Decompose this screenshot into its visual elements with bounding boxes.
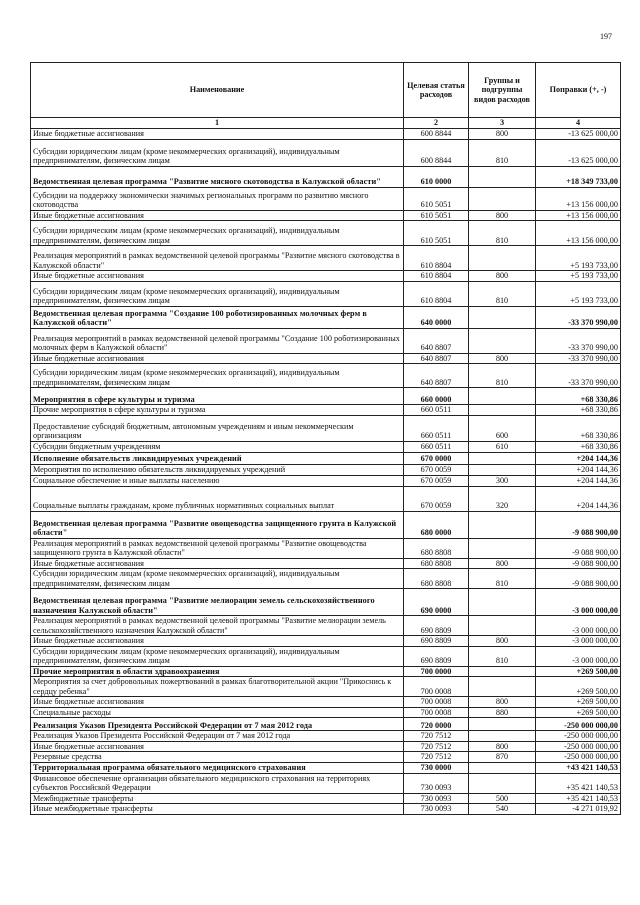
row-name: Социальные выплаты гражданам, кроме публичных нормативных социальных выплат (31, 486, 404, 511)
row-name: Мероприятия по исполнению обязательств ликвидируемых учреждений (31, 464, 404, 475)
row-expense-group: 600 (469, 415, 536, 441)
row-name: Реализация мероприятий в рамках ведомственной целевой программы "Развитие мелиорации земель сельскохозяйственного назначения Калужской области" (31, 616, 404, 636)
row-amendment: +13 156 000,00 (536, 187, 621, 210)
section-row (31, 666, 621, 677)
row-expense-group (469, 511, 536, 538)
row-target-article: 610 5051 (404, 210, 469, 221)
row-amendment: -250 000 000,00 (536, 718, 621, 731)
row-target-article: 700 0000 (404, 666, 469, 677)
table-body (31, 128, 621, 814)
row-amendment: +18 349 733,00 (536, 166, 621, 187)
row-target-article: 700 0008 (404, 707, 469, 718)
row-target-article: 660 0511 (404, 441, 469, 452)
row-target-article: 690 8809 (404, 616, 469, 636)
row-expense-group: 810 (469, 569, 536, 589)
row-target-article: 730 0093 (404, 793, 469, 804)
row-name: Социальное обеспечение и иные выплаты населению (31, 475, 404, 486)
row-expense-group (469, 718, 536, 731)
table-row (31, 139, 621, 166)
row-amendment: +204 144,36 (536, 464, 621, 475)
table-row (31, 405, 621, 416)
row-expense-group: 800 (469, 636, 536, 647)
row-amendment: -9 088 900,00 (536, 511, 621, 538)
row-name: Ведомственная целевая программа "Развитие мелиорации земель сельскохозяйственного назначения Калужской области" (31, 589, 404, 616)
row-expense-group: 500 (469, 793, 536, 804)
row-name: Субсидии юридическим лицам (кроме некоммерческих организаций), индивидуальным предпринимателям, физическим лицам (31, 364, 404, 388)
table-row (31, 793, 621, 804)
row-name: Иные бюджетные ассигнования (31, 741, 404, 752)
row-name: Ведомственная целевая программа "Развитие овощеводства защищенного грунта в Калужской области" (31, 511, 404, 538)
table-row (31, 707, 621, 718)
row-amendment: -250 000 000,00 (536, 752, 621, 763)
table-row (31, 353, 621, 364)
section-row (31, 388, 621, 405)
table-row (31, 364, 621, 388)
table-row (31, 441, 621, 452)
row-target-article: 680 8808 (404, 538, 469, 558)
row-name: Реализация Указов Президента Российской Федерации от 7 мая 2012 года (31, 731, 404, 742)
row-name: Иные бюджетные ассигнования (31, 271, 404, 282)
row-expense-group (469, 388, 536, 405)
row-expense-group (469, 762, 536, 773)
row-amendment: -9 088 900,00 (536, 538, 621, 558)
row-expense-group (469, 589, 536, 616)
row-target-article: 640 8807 (404, 353, 469, 364)
row-name: Субсидии бюджетным учреждениям (31, 441, 404, 452)
row-target-article: 660 0511 (404, 405, 469, 416)
section-row (31, 589, 621, 616)
row-target-article: 660 0511 (404, 415, 469, 441)
section-row (31, 718, 621, 731)
row-expense-group: 800 (469, 271, 536, 282)
row-target-article: 690 8809 (404, 636, 469, 647)
row-name: Субсидии юридическим лицам (кроме некоммерческих организаций), индивидуальным предпринимателям, физическим лицам (31, 569, 404, 589)
row-amendment: -4 271 019,92 (536, 804, 621, 815)
row-target-article: 670 0059 (404, 464, 469, 475)
row-expense-group: 870 (469, 752, 536, 763)
row-amendment: +204 144,36 (536, 486, 621, 511)
row-target-article: 670 0059 (404, 475, 469, 486)
row-target-article: 610 8804 (404, 246, 469, 271)
row-expense-group (469, 773, 536, 793)
row-amendment: -33 370 990,00 (536, 364, 621, 388)
row-amendment: +35 421 140,53 (536, 773, 621, 793)
table-row (31, 221, 621, 246)
row-expense-group: 810 (469, 281, 536, 306)
row-expense-group (469, 616, 536, 636)
row-amendment: +68 330,86 (536, 388, 621, 405)
row-amendment: -3 000 000,00 (536, 616, 621, 636)
table-row (31, 646, 621, 666)
table-row (31, 773, 621, 793)
table-row (31, 558, 621, 569)
row-expense-group: 540 (469, 804, 536, 815)
section-row (31, 452, 621, 464)
row-target-article: 600 8844 (404, 128, 469, 139)
row-target-article: 670 0059 (404, 486, 469, 511)
table-row (31, 210, 621, 221)
row-amendment: +204 144,36 (536, 475, 621, 486)
table-row (31, 281, 621, 306)
table-row (31, 677, 621, 697)
table-row (31, 328, 621, 353)
row-amendment: +269 500,00 (536, 697, 621, 708)
row-target-article: 610 5051 (404, 187, 469, 210)
row-expense-group: 800 (469, 128, 536, 139)
row-expense-group (469, 666, 536, 677)
row-expense-group: 810 (469, 139, 536, 166)
budget-amendments-table (30, 62, 621, 815)
row-amendment: +269 500,00 (536, 677, 621, 697)
row-name: Иные бюджетные ассигнования (31, 128, 404, 139)
column-number-row (31, 118, 621, 129)
row-name: Мероприятия в сфере культуры и туризма (31, 388, 404, 405)
row-target-article: 610 5051 (404, 221, 469, 246)
row-target-article: 680 0000 (404, 511, 469, 538)
row-target-article: 730 0093 (404, 804, 469, 815)
row-target-article: 660 0000 (404, 388, 469, 405)
row-name: Территориальная программа обязательного медицинского страхования (31, 762, 404, 773)
section-row (31, 511, 621, 538)
row-amendment: -33 370 990,00 (536, 328, 621, 353)
row-target-article: 720 7512 (404, 731, 469, 742)
header-amendments: Поправки (+, -) (536, 63, 621, 118)
row-expense-group: 800 (469, 210, 536, 221)
row-amendment: +43 421 140,53 (536, 762, 621, 773)
table-row (31, 538, 621, 558)
row-amendment: +269 500,00 (536, 707, 621, 718)
header-name: Наименование (31, 63, 404, 118)
row-name: Предоставление субсидий бюджетным, автономным учреждениям и иным некоммерческим организациям (31, 415, 404, 441)
row-name: Резервные средства (31, 752, 404, 763)
row-target-article: 640 0000 (404, 306, 469, 328)
table-row (31, 752, 621, 763)
row-expense-group: 810 (469, 221, 536, 246)
row-expense-group (469, 731, 536, 742)
section-row (31, 306, 621, 328)
table-row (31, 475, 621, 486)
row-name: Прочие мероприятия в сфере культуры и туризма (31, 405, 404, 416)
row-name: Субсидии юридическим лицам (кроме некоммерческих организаций), индивидуальным предпринимателям, физическим лицам (31, 221, 404, 246)
row-name: Субсидии юридическим лицам (кроме некоммерческих организаций), индивидуальным предпринимателям, физическим лицам (31, 281, 404, 306)
row-target-article: 690 8809 (404, 646, 469, 666)
header-target-article: Целевая статья расходов (404, 63, 469, 118)
table-row (31, 697, 621, 708)
row-name: Реализация мероприятий в рамках ведомственной целевой программы "Создание 100 роботизированных молочных ферм в Калужской области" (31, 328, 404, 353)
row-target-article: 610 8804 (404, 271, 469, 282)
row-name: Исполнение обязательств ликвидируемых учреждений (31, 452, 404, 464)
row-amendment: -3 000 000,00 (536, 589, 621, 616)
row-amendment: +13 156 000,00 (536, 210, 621, 221)
row-name: Ведомственная целевая программа "Развитие мясного скотоводства в Калужской области" (31, 166, 404, 187)
table-row (31, 804, 621, 815)
row-name: Иные бюджетные ассигнования (31, 353, 404, 364)
row-target-article: 730 0093 (404, 773, 469, 793)
row-target-article: 690 0000 (404, 589, 469, 616)
row-amendment: +35 421 140,53 (536, 793, 621, 804)
table-row (31, 464, 621, 475)
table-row (31, 731, 621, 742)
row-amendment: +68 330,86 (536, 441, 621, 452)
row-name: Специальные расходы (31, 707, 404, 718)
row-name: Иные бюджетные ассигнования (31, 697, 404, 708)
row-amendment: -9 088 900,00 (536, 558, 621, 569)
column-number: 3 (469, 118, 536, 129)
table-row (31, 128, 621, 139)
row-name: Иные бюджетные ассигнования (31, 636, 404, 647)
column-number: 4 (536, 118, 621, 129)
row-name: Межбюджетные трансферты (31, 793, 404, 804)
row-target-article: 720 7512 (404, 752, 469, 763)
row-expense-group: 610 (469, 441, 536, 452)
row-name: Финансовое обеспечение организации обязательного медицинского страхования на территориях субъектов Российской Федерации (31, 773, 404, 793)
row-name: Прочие мероприятия в области здравоохранения (31, 666, 404, 677)
row-target-article: 670 0000 (404, 452, 469, 464)
row-name: Реализация мероприятий в рамках ведомственной целевой программы "Развитие овощеводства защищенного грунта в Калужской области" (31, 538, 404, 558)
row-expense-group: 800 (469, 353, 536, 364)
table-row (31, 246, 621, 271)
table-row (31, 616, 621, 636)
row-expense-group (469, 677, 536, 697)
row-expense-group: 800 (469, 741, 536, 752)
row-expense-group: 810 (469, 646, 536, 666)
row-name: Иные межбюджетные трансферты (31, 804, 404, 815)
row-target-article: 680 8808 (404, 558, 469, 569)
row-amendment: -13 625 000,00 (536, 139, 621, 166)
row-expense-group (469, 452, 536, 464)
row-name: Субсидии на поддержку экономически значимых региональных программ по развитию мясного скотоводства (31, 187, 404, 210)
row-target-article: 700 0008 (404, 697, 469, 708)
row-target-article: 720 7512 (404, 741, 469, 752)
row-expense-group (469, 306, 536, 328)
table-row (31, 636, 621, 647)
row-expense-group: 810 (469, 364, 536, 388)
row-name: Реализация Указов Президента Российской Федерации от 7 мая 2012 года (31, 718, 404, 731)
row-amendment: -33 370 990,00 (536, 353, 621, 364)
table-row (31, 741, 621, 752)
row-name: Иные бюджетные ассигнования (31, 558, 404, 569)
row-expense-group (469, 328, 536, 353)
row-name: Субсидии юридическим лицам (кроме некоммерческих организаций), индивидуальным предпринимателям, физическим лицам (31, 139, 404, 166)
row-expense-group (469, 405, 536, 416)
row-expense-group (469, 464, 536, 475)
row-target-article: 610 0000 (404, 166, 469, 187)
row-expense-group: 800 (469, 558, 536, 569)
table-row (31, 187, 621, 210)
table-row (31, 486, 621, 511)
row-amendment: -250 000 000,00 (536, 741, 621, 752)
row-amendment: +269 500,00 (536, 666, 621, 677)
row-amendment: -3 000 000,00 (536, 636, 621, 647)
page-number: 197 (600, 32, 612, 41)
header-expense-groups: Группы и подгруппы видов расходов (469, 63, 536, 118)
row-name: Субсидии юридическим лицам (кроме некоммерческих организаций), индивидуальным предпринимателям, физическим лицам (31, 646, 404, 666)
row-amendment: -250 000 000,00 (536, 731, 621, 742)
row-target-article: 640 8807 (404, 328, 469, 353)
row-expense-group (469, 538, 536, 558)
row-amendment: -9 088 900,00 (536, 569, 621, 589)
table-row (31, 271, 621, 282)
row-expense-group: 320 (469, 486, 536, 511)
table-row (31, 415, 621, 441)
row-amendment: +204 144,36 (536, 452, 621, 464)
table-row (31, 569, 621, 589)
row-amendment: -3 000 000,00 (536, 646, 621, 666)
row-amendment: +68 330,86 (536, 405, 621, 416)
row-target-article: 640 8807 (404, 364, 469, 388)
row-amendment: +5 193 733,00 (536, 246, 621, 271)
row-amendment: +13 156 000,00 (536, 221, 621, 246)
row-target-article: 700 0008 (404, 677, 469, 697)
row-amendment: +5 193 733,00 (536, 281, 621, 306)
row-expense-group (469, 246, 536, 271)
column-number: 2 (404, 118, 469, 129)
row-amendment: +5 193 733,00 (536, 271, 621, 282)
row-target-article: 720 0000 (404, 718, 469, 731)
row-expense-group: 880 (469, 707, 536, 718)
row-target-article: 600 8844 (404, 139, 469, 166)
row-amendment: -13 625 000,00 (536, 128, 621, 139)
row-expense-group: 300 (469, 475, 536, 486)
row-target-article: 730 0000 (404, 762, 469, 773)
table-header-row (31, 63, 621, 118)
row-expense-group (469, 166, 536, 187)
row-expense-group (469, 187, 536, 210)
row-name: Ведомственная целевая программа "Создание 100 роботизированных молочных ферм в Калужской области" (31, 306, 404, 328)
column-number: 1 (31, 118, 404, 129)
row-name: Иные бюджетные ассигнования (31, 210, 404, 221)
section-row (31, 166, 621, 187)
row-name: Мероприятия за счет добровольных пожертвований в рамках благотворительной акции "Прикоснись к сердцу ребенка" (31, 677, 404, 697)
row-amendment: +68 330,86 (536, 415, 621, 441)
row-target-article: 610 8804 (404, 281, 469, 306)
row-target-article: 680 8808 (404, 569, 469, 589)
section-row (31, 762, 621, 773)
row-amendment: -33 370 990,00 (536, 306, 621, 328)
row-name: Реализация мероприятий в рамках ведомственной целевой программы "Развитие мясного скотоводства в Калужской области" (31, 246, 404, 271)
row-expense-group: 800 (469, 697, 536, 708)
